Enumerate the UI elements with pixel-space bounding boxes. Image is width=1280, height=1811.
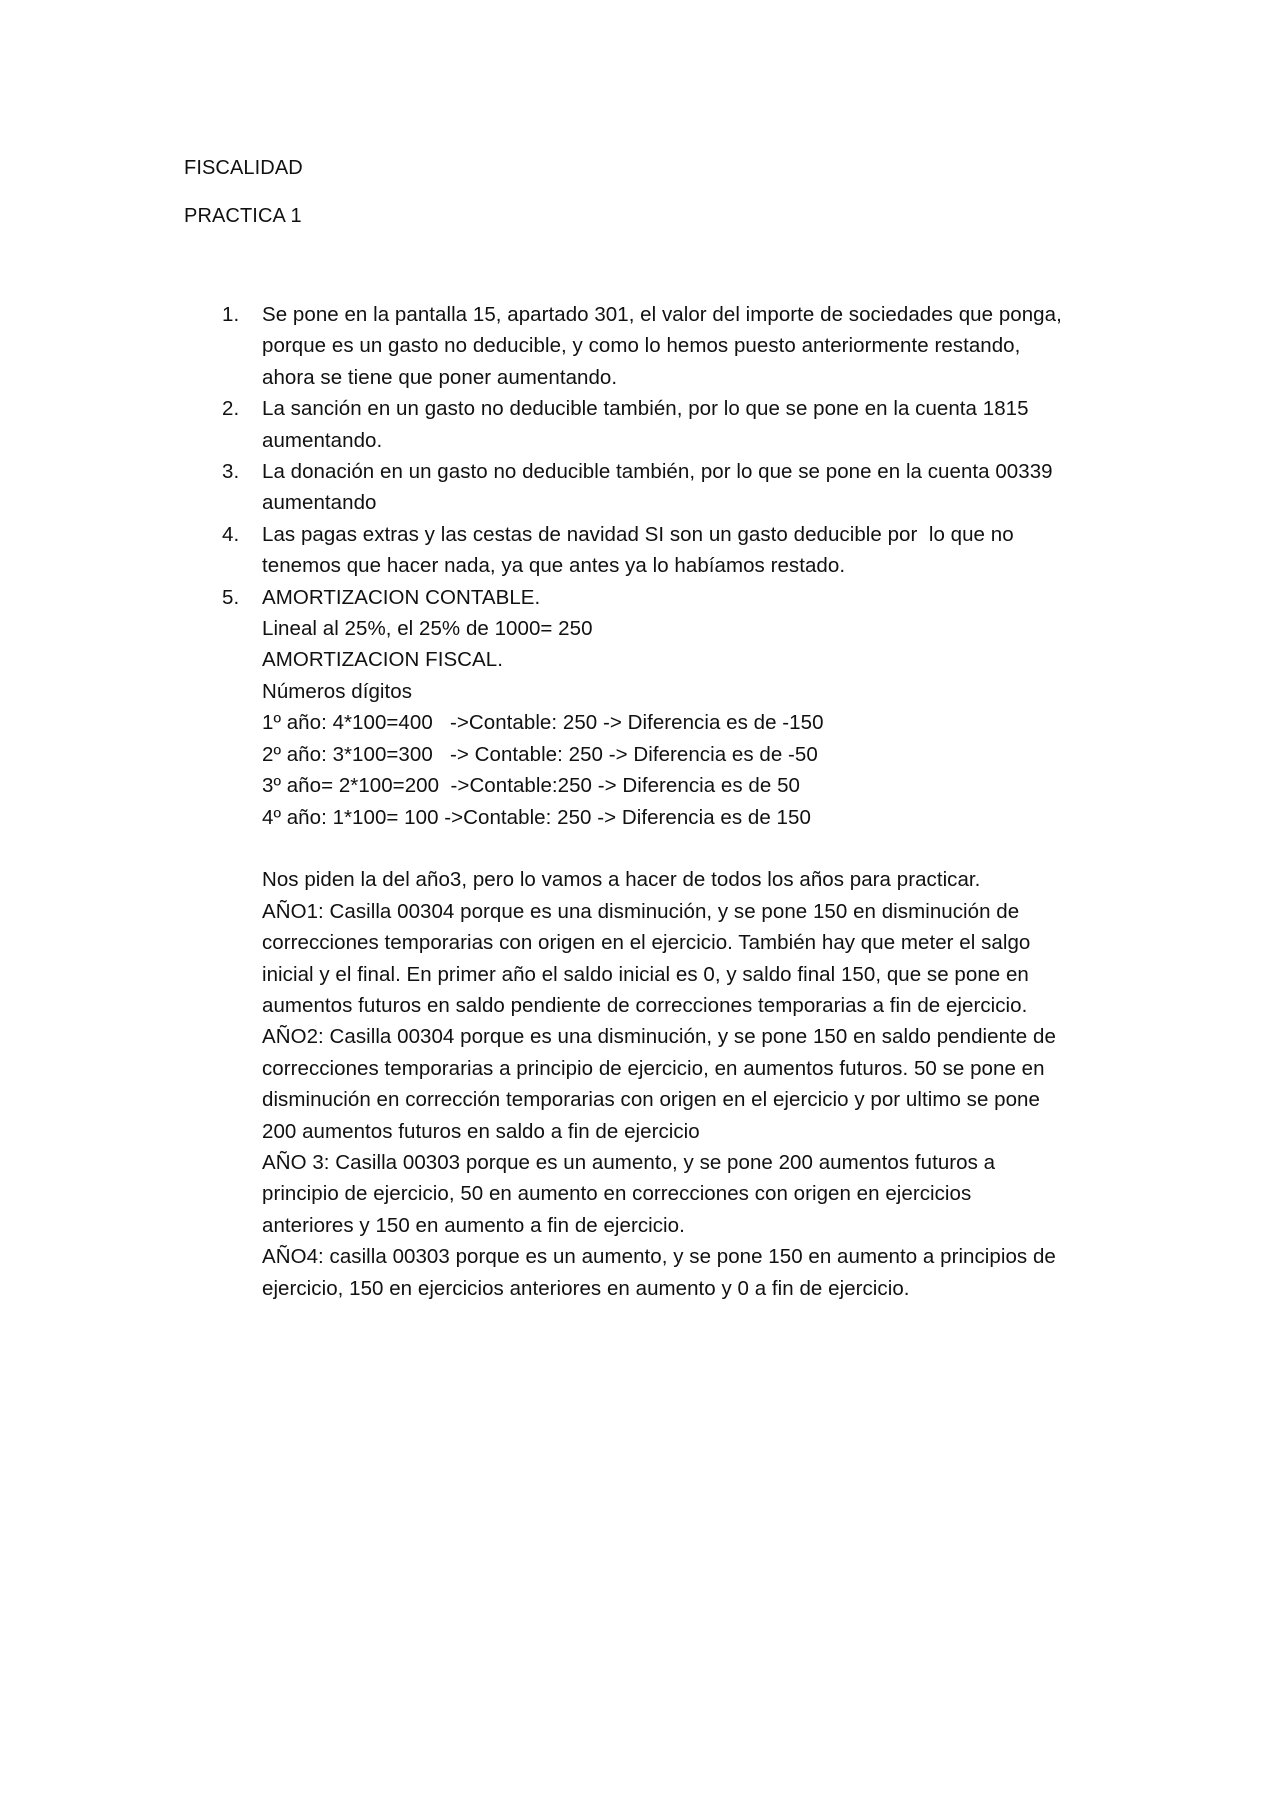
list-item-line: Números dígitos [262,679,413,703]
list-item [184,299,1104,393]
list-item-line: correcciones temporarias a principio de ejercicio, en aumentos futuros. 50 se pone en [262,1056,1045,1080]
list-item-line: 1º año: 4*100=400 ->Contable: 250 -> Diferencia es de -150 [262,711,824,735]
list-item-number: 1. [222,303,240,326]
list-item-line: 200 aumentos futuros en saldo a fin de ejercicio [262,1119,700,1143]
list-item-line: porque es un gasto no deducible, y como lo hemos puesto anteriormente restando, [262,334,1021,358]
list-item-line: AÑO1: Casilla 00304 porque es una disminución, y se pone 150 en disminución de [262,899,1020,923]
list-item-number: 3. [222,460,240,484]
list-item-line: 3º año= 2*100=200 ->Contable:250 -> Diferencia es de 50 [262,774,800,798]
list-item-line: AÑO 3: Casilla 00303 porque es un aumento, y se pone 200 aumentos futuros a [262,1150,996,1174]
list-item-line: inicial y el final. En primer año el saldo inicial es 0, y saldo final 150, que se pone en [262,962,1029,986]
list-item-line: disminución en corrección temporarias con origen en el ejercicio y por ultimo se pone [262,1088,1040,1112]
list-item-line: AMORTIZACION CONTABLE. [262,585,541,609]
list-item [184,456,1104,519]
list-item-line: 2º año: 3*100=300 -> Contable: 250 -> Diferencia es de -50 [262,742,818,766]
list-item-line: ejercicio, 150 en ejercicios anteriores en aumento y 0 a fin de ejercicio. [262,1276,910,1300]
list-item-number: 2. [222,397,240,421]
list-item [184,519,1104,582]
list-item-line: AÑO2: Casilla 00304 porque es una disminución, y se pone 150 en saldo pendiente de [262,1025,1056,1049]
list-item-line: correcciones temporarias con origen en el ejercicio. También hay que meter el salgo [262,931,1031,955]
list-item-line: aumentando. [262,428,383,452]
list-item-line: La donación en un gasto no deducible también, por lo que se pone en la cuenta 00339 [262,460,1053,484]
list-item-line: Nos piden la del año3, pero lo vamos a hacer de todos los años para practicar. [262,868,981,892]
list-item-line: La sanción en un gasto no deducible también, por lo que se pone en la cuenta 1815 [262,397,1029,421]
document-title: FISCALIDAD [184,157,303,179]
list-item-line: Las pagas extras y las cestas de navidad SI son un gasto deducible por lo que no [262,522,1014,546]
blank-line [262,833,1104,864]
list-item-line: AÑO4: casilla 00303 porque es un aumento, y se pone 150 en aumento a principios de [262,1245,1056,1269]
list-item-line: Se pone en la pantalla 15, apartado 301, el valor del importe de sociedades que ponga, [262,303,1062,326]
list-item [184,393,1104,456]
list-item [184,582,1104,1304]
list-item-line: principio de ejercicio, 50 en aumento en correcciones con origen en ejercicios [262,1182,972,1206]
list-item-number: 5. [222,585,240,609]
list-item-line: aumentos futuros en saldo pendiente de correcciones temporarias a fin de ejercicio. [262,993,1028,1017]
list-item-line: 4º año: 1*100= 100 ->Contable: 250 -> Diferencia es de 150 [262,805,811,829]
list-item-line: ahora se tiene que poner aumentando. [262,365,618,389]
list-item-line: AMORTIZACION FISCAL. [262,648,503,672]
list-item-line: aumentando [262,491,377,515]
list-item-line: tenemos que hacer nada, ya que antes ya lo habíamos restado. [262,554,846,578]
list-item-number: 4. [222,522,240,546]
document-subtitle: PRACTICA 1 [184,205,302,227]
list-item-line: anteriores y 150 en aumento a fin de ejercicio. [262,1213,685,1237]
numbered-list [184,299,1104,1304]
list-item-line: Lineal al 25%, el 25% de 1000= 250 [262,617,593,641]
